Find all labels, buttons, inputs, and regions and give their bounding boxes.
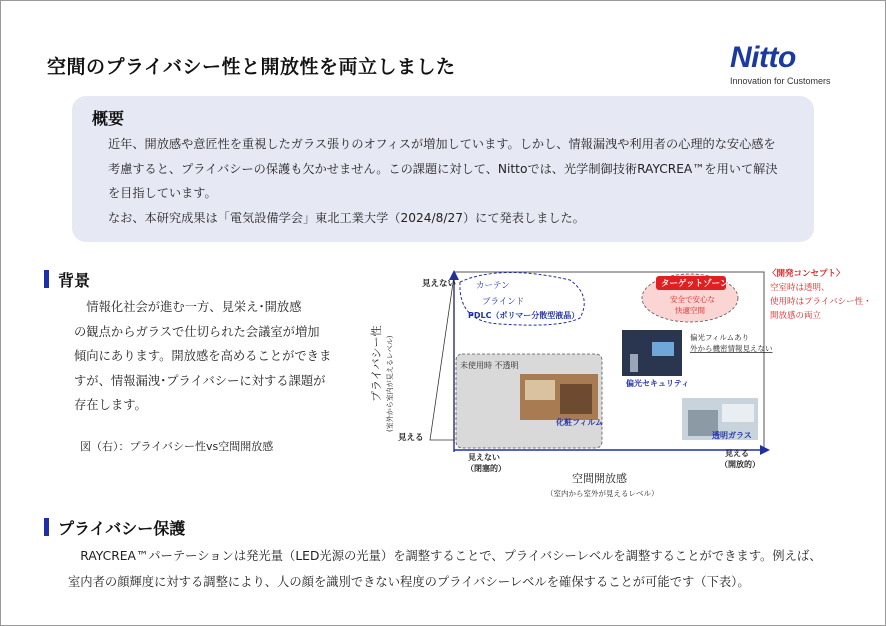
nitto-logo: [730, 42, 840, 86]
y-axis-sublabel: (室外から室内が見えるレベル): [386, 335, 394, 432]
item-polarized-security: 偏光セキュリティ: [626, 379, 690, 388]
target-zone-line: 安全で安心な: [670, 295, 715, 304]
section-marker: [44, 518, 49, 536]
concept-line: 空室時は透明、: [770, 283, 830, 293]
decorative-film-note: 未使用時 不透明: [460, 361, 519, 370]
item-clear-glass: 透明ガラス: [712, 431, 752, 440]
x-axis-label: 空間開放感: [572, 472, 627, 485]
y-axis-label: プライバシー性: [370, 325, 383, 402]
background-line: すが、情報漏洩･プライバシーに対する課題が: [74, 373, 326, 388]
photo-detail: [652, 342, 674, 356]
concept-line: 開放感の両立: [770, 311, 822, 321]
summary-line: を目指しています。: [108, 186, 217, 200]
concept-title: 〈開発コンセプト〉: [768, 269, 845, 279]
summary-line: なお、本研究成果は「電気設備学会」東北工業大学（2024/8/27）にて発表しました。: [108, 210, 585, 225]
privacy-line: RAYCREA™パーテーションは発光量（LED光源の光量）を調整することで、プライバシーレベルを調整することができます。例えば、: [68, 549, 822, 563]
item-pdlc: PDLC（ポリマー分散型液晶）: [468, 311, 580, 320]
photo-detail: [525, 380, 555, 400]
x-axis-arrow-icon: [760, 445, 770, 455]
photo-detail: [630, 354, 638, 372]
x-left-sublabel: （閉塞的）: [466, 464, 506, 473]
summary-line: 考慮すると、プライバシーの保護も欠かせません。この課題に対して、Nittoでは、光学制御技術RAYCREA™を用いて解決: [108, 161, 778, 176]
page-title: 空間のプライバシー性と開放性を両立しました: [47, 56, 456, 78]
background-line: 傾向にあります。開放感を高めることができま: [74, 349, 332, 363]
background-body: [74, 295, 344, 418]
summary-body: [108, 132, 808, 230]
x-right-sublabel: （開放的）: [720, 460, 760, 469]
x-axis-sublabel: （室内から室外が見えるレベル）: [546, 489, 659, 498]
photo-detail: [560, 384, 592, 414]
section-marker: [44, 270, 49, 288]
target-zone-title: ターゲットゾーン: [661, 279, 729, 289]
item-curtain: カーテン: [476, 281, 510, 291]
x-right-label: 見える: [725, 449, 749, 458]
privacy-body: [68, 543, 838, 595]
concept-line: 使用時はプライバシー性・: [770, 297, 872, 307]
privacy-line: 室内者の顔輝度に対する調整により、人の顔を識別できない程度のプライバシーレベルを確保することが可能です（下表）。: [68, 575, 750, 589]
item-decorative-film: 化粧フィルム: [556, 418, 604, 427]
summary-heading: 概要: [92, 109, 125, 128]
privacy-openness-diagram: [360, 262, 880, 502]
y-top-label: 見えない: [422, 279, 457, 289]
figure-caption: 図（右）：プライバシー性vs空間開放感: [80, 440, 274, 453]
y-bottom-label: 見える: [398, 433, 424, 443]
background-line: 存在します。: [74, 398, 147, 412]
background-line: 情報化社会が進む一方、見栄え･開放感: [74, 300, 302, 314]
privacy-heading: プライバシー保護: [58, 519, 186, 538]
axis-wedge: [430, 276, 454, 440]
polarized-note: 偏光フィルムあり: [690, 333, 750, 342]
target-zone-line: 快適空間: [675, 306, 705, 315]
background-heading: 背景: [58, 271, 91, 290]
summary-line: 近年、開放感や意匠性を重視したガラス張りのオフィスが増加しています。しかし、情報漏洩や利用者の心理的な安心感を: [108, 137, 776, 151]
background-line: の観点からガラスで仕切られた会議室が増加: [74, 324, 320, 339]
summary-box: [72, 96, 814, 242]
logo-tagline: Innovation for Customers: [730, 76, 831, 86]
item-blind: ブラインド: [482, 297, 525, 307]
logo-wordmark: Nitto: [730, 41, 796, 74]
x-left-label: 見えない: [468, 453, 500, 462]
photo-detail: [722, 404, 754, 422]
polarized-note: 外から機密情報見えない: [690, 344, 773, 353]
